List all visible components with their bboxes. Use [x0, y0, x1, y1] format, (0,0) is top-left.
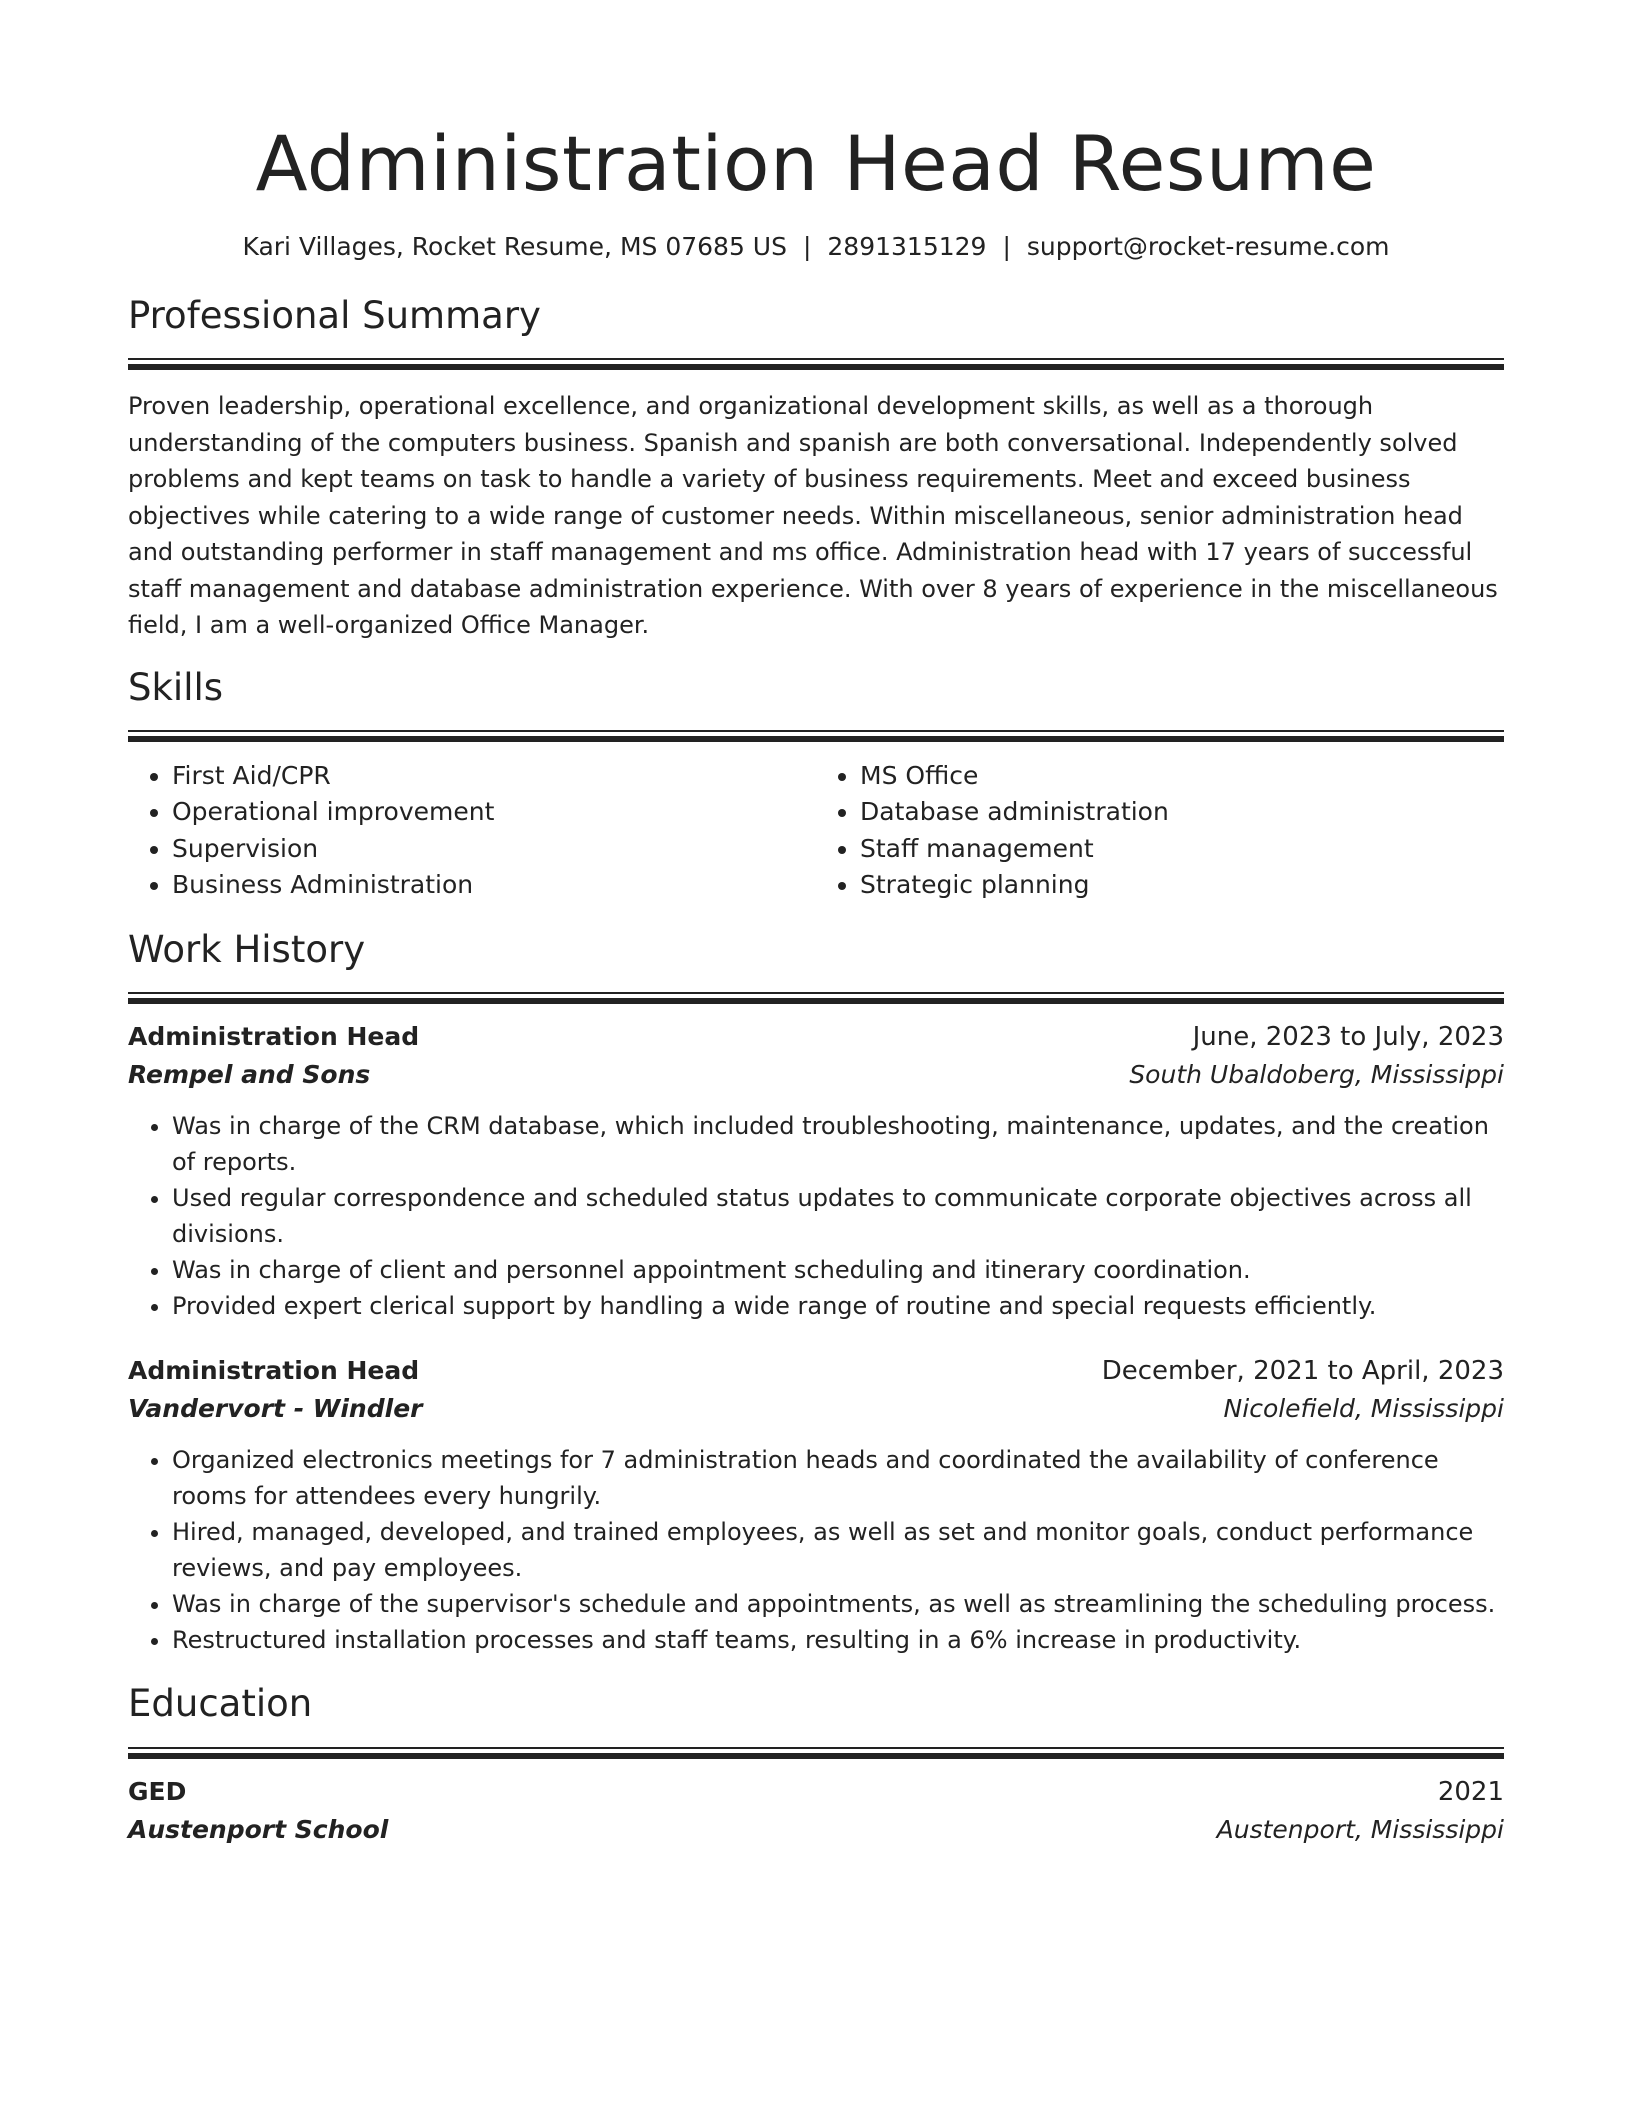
job-company-row: [128, 1390, 1504, 1428]
contact-email: support@rocket-resume.com: [1026, 232, 1390, 262]
job-header-row: [128, 1018, 1504, 1056]
section-heading-work-history: Work History: [128, 927, 366, 971]
section-divider: [128, 1747, 1504, 1759]
job-company-row: [128, 1056, 1504, 1094]
section-divider: [128, 358, 1504, 370]
education-school-row: [128, 1811, 1504, 1849]
education-header-row: [128, 1773, 1504, 1811]
skills-column-right: [816, 758, 1504, 904]
summary-section: [128, 294, 1504, 644]
education-degree: GED: [128, 1776, 187, 1806]
job-location: South Ubaldoberg, Mississippi: [1129, 1060, 1504, 1090]
skills-section: [128, 666, 1504, 904]
job-bullet: • Was in charge of client and personnel appointment scheduling and itinerary coordination.: [172, 1252, 1504, 1288]
job-bullet: • Used regular correspondence and scheduled status updates to communicate corporate objectives across all divisions.: [172, 1180, 1504, 1252]
job-company: Rempel and Sons: [128, 1060, 371, 1090]
job-title: Administration Head: [128, 1356, 420, 1386]
section-divider: [128, 730, 1504, 742]
skill-item: • Staff management: [860, 831, 1504, 868]
job-entry: [128, 1352, 1504, 1658]
skill-item: • First Aid/CPR: [172, 758, 816, 795]
education-location: Austenport, Mississippi: [1216, 1814, 1504, 1844]
job-bullet: • Was in charge of the supervisor's schedule and appointments, as well as streamlining the scheduling process.: [172, 1586, 1504, 1622]
job-bullet: • Organized electronics meetings for 7 administration heads and coordinated the availability of conference rooms for attendees every hungrily.: [172, 1442, 1504, 1514]
skills-column-left: [128, 758, 816, 904]
skill-item: • Database administration: [860, 794, 1504, 831]
summary-text: Proven leadership, operational excellence, and organizational development skills, as well as a thorough understanding of the computers business. Spanish and spanish are both conversational. Independently solved problems and kept teams on task to handle a variety of business requirements. Meet and exceed business objectives while catering to a wide range of customer needs. Within miscellaneous, senior administration head and outstanding performer in staff management and ms office. Administration head with 17 years of successful staff management and database administration experience. With over 8 years of experience in the miscellaneous field, I am a well-organized Office Manager.: [128, 392, 1498, 640]
section-divider: [128, 992, 1504, 1004]
job-header-row: [128, 1352, 1504, 1390]
section-heading-education: Education: [128, 1682, 313, 1726]
job-bullet: • Restructured installation processes and staff teams, resulting in a 6% increase in productivity.: [172, 1622, 1504, 1658]
skill-item: • Supervision: [172, 831, 816, 868]
skill-item: • Strategic planning: [860, 867, 1504, 904]
skill-item: • Operational improvement: [172, 794, 816, 831]
contact-separator: |: [802, 232, 812, 262]
skill-item: • MS Office: [860, 758, 1504, 795]
work-history-section: [128, 928, 1504, 1658]
job-bullet: • Provided expert clerical support by handling a wide range of routine and special requests efficiently.: [172, 1288, 1504, 1324]
job-entry: [128, 1018, 1504, 1324]
job-location: Nicolefield, Mississippi: [1223, 1394, 1504, 1424]
job-dates: December, 2021 to April, 2023: [1101, 1356, 1504, 1387]
education-year: 2021: [1437, 1776, 1504, 1807]
job-bullets: [128, 1108, 1504, 1324]
page-title: Administration Head Resume: [255, 119, 1377, 208]
section-heading-skills: Skills: [128, 665, 224, 709]
contact-line: [128, 231, 1504, 264]
job-company: Vandervort - Windler: [128, 1394, 423, 1424]
education-school: Austenport School: [128, 1814, 389, 1844]
skills-list: [128, 758, 1504, 904]
contact-phone: 2891315129: [827, 232, 987, 262]
job-bullets: [128, 1442, 1504, 1658]
skill-item: • Business Administration: [172, 867, 816, 904]
contact-address: Kari Villages, Rocket Resume, MS 07685 US: [242, 232, 787, 262]
job-bullet: • Hired, managed, developed, and trained employees, as well as set and monitor goals, conduct performance reviews, and pay employees.: [172, 1514, 1504, 1586]
contact-separator: |: [1002, 232, 1011, 262]
section-heading-summary: Professional Summary: [128, 293, 541, 337]
education-entry: [128, 1773, 1504, 1849]
job-dates: June, 2023 to July, 2023: [1192, 1022, 1504, 1053]
education-section: [128, 1682, 1504, 1848]
job-bullet: • Was in charge of the CRM database, which included troubleshooting, maintenance, updates, and the creation of reports.: [172, 1108, 1504, 1180]
job-title: Administration Head: [128, 1022, 420, 1052]
